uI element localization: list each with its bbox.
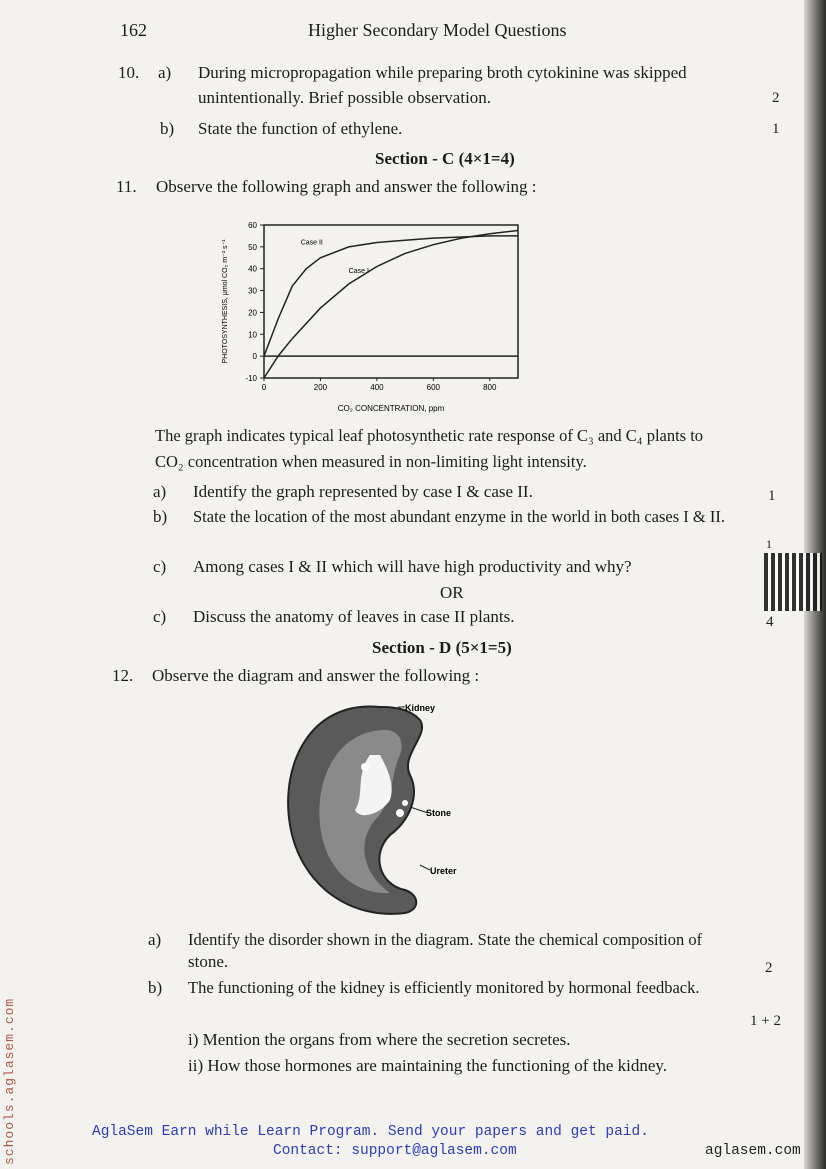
x-axis-label: CO₂ CONCENTRATION, ppm: [337, 404, 445, 413]
y-tick-label: 20: [248, 308, 257, 318]
page-title: Higher Secondary Model Questions: [308, 20, 567, 40]
ureter-label: Ureter: [430, 866, 457, 876]
y-tick-label: 30: [248, 286, 257, 296]
q11c-label: c): [153, 557, 167, 576]
q12-number: 12.: [112, 666, 134, 685]
q11-or: OR: [440, 583, 464, 602]
q12a-label: a): [148, 930, 162, 949]
series-label-case-ii: Case II: [300, 239, 323, 247]
x-tick-label: 600: [426, 383, 441, 392]
q12-text: Observe the diagram and answer the following :: [152, 666, 480, 685]
q11b-marks: 1: [766, 537, 772, 551]
photosynthesis-graph: [200, 200, 540, 425]
qr-code: [764, 553, 822, 611]
stone-icon: [396, 809, 404, 817]
kidney-label: Kidney: [405, 703, 436, 713]
section-d-heading: Section - D (5×1=5): [372, 638, 512, 657]
q12b-ii-text: ii) How those hormones are maintaining the functioning of the kidney.: [188, 1056, 668, 1075]
y-tick-label: 0: [252, 352, 257, 362]
q10b-marks: 1: [772, 121, 780, 137]
q10a-marks: 2: [772, 90, 780, 106]
q10a-label: a): [158, 63, 172, 82]
q11a-label: a): [153, 482, 167, 501]
watermark-corner: aglasem.com: [705, 1143, 801, 1159]
watermark-contact: Contact: support@aglasem.com: [273, 1143, 517, 1159]
y-tick-label: 60: [248, 221, 257, 230]
q12b-label: b): [148, 978, 163, 997]
q10b-text: State the function of ethylene.: [198, 119, 403, 138]
y-tick-label: 10: [248, 330, 257, 340]
x-tick-label: 0: [261, 383, 267, 392]
q11b-label: b): [153, 507, 168, 526]
q11c2-label: c): [153, 607, 167, 626]
section-c-heading: Section - C (4×1=4): [375, 149, 515, 168]
x-tick-label: 800: [483, 383, 497, 392]
q12b-text: The functioning of the kidney is efficiently monitored by hormonal feedback.: [188, 978, 700, 997]
q10a-text-2: unintentionally. Brief possible observation.: [198, 88, 492, 107]
page-number: 162: [120, 20, 147, 40]
q11b-text: State the location of the most abundant enzyme in the world in both cases I & II.: [193, 507, 725, 526]
q10b-label: b): [160, 119, 175, 138]
watermark-side: schools.aglasem.com: [2, 997, 17, 1165]
q11a-marks: 1: [768, 488, 776, 504]
y-tick-label: -10: [245, 374, 257, 383]
series-line-case-ii: [264, 236, 518, 356]
q12b-i-text: i) Mention the organs from where the secretion secretes.: [188, 1030, 571, 1049]
q11c2-text: Discuss the anatomy of leaves in case II plants.: [193, 607, 515, 626]
watermark-line-1: AglaSem Earn while Learn Program. Send your papers and get paid.: [92, 1124, 649, 1140]
q12a-text: Identify the disorder shown in the diagram. State the chemical composition of: [188, 930, 703, 949]
kidney-stone-diagram: [270, 695, 490, 925]
q11c-marks: 4: [766, 614, 774, 630]
y-axis-label: PHOTOSYNTHESIS, μmol CO₂ m⁻² s⁻¹: [222, 239, 229, 364]
stone-label: Stone: [426, 808, 452, 818]
y-tick-label: 40: [248, 264, 257, 274]
x-tick-label: 400: [370, 383, 384, 392]
q11-desc-1: The graph indicates typical leaf photosynthetic rate response of C₃ and C₄ plants to: [155, 426, 704, 445]
y-tick-label: 50: [248, 242, 257, 252]
q10-number: 10.: [118, 63, 140, 82]
series-label-case-i: Case I: [348, 268, 369, 276]
q12a-text-2: stone.: [188, 952, 229, 971]
q11a-text: Identify the graph represented by case I & case II.: [193, 482, 533, 501]
q11-text: Observe the following graph and answer the following :: [156, 177, 537, 196]
q12a-marks: 2: [765, 960, 773, 976]
q11-desc-2: CO₂ concentration when measured in non-limiting light intensity.: [155, 452, 587, 471]
x-tick-label: 200: [313, 383, 328, 392]
stone-icon: [361, 763, 369, 771]
q11-number: 11.: [116, 177, 137, 196]
q12b-marks: 1 + 2: [750, 1013, 781, 1029]
plot-frame: [264, 225, 518, 378]
q11c-text: Among cases I & II which will have high productivity and why?: [193, 557, 632, 576]
stone-icon: [402, 800, 408, 806]
q10a-text: During micropropagation while preparing broth cytokinine was skipped: [198, 63, 687, 82]
